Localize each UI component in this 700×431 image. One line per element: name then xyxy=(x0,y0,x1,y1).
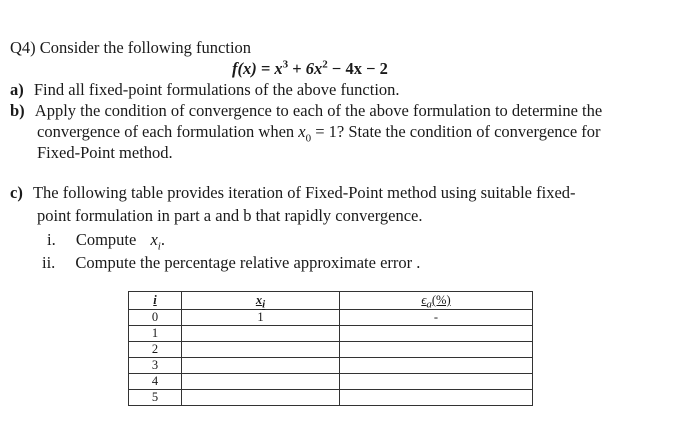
header-i xyxy=(129,292,182,310)
xi-tail: . xyxy=(160,230,165,249)
header-ea xyxy=(340,292,533,310)
op1: + xyxy=(288,59,306,78)
header-ea-var: ϵ xyxy=(421,293,427,307)
part-c-text1: The following table provides iteration of Fixed-Point method using suitable fixed- xyxy=(32,183,576,202)
cell-x xyxy=(182,358,340,374)
header-xi-sub: i xyxy=(262,298,266,311)
cell-e xyxy=(340,374,533,390)
part-b-line2 xyxy=(37,122,601,145)
part-b-line1 xyxy=(10,101,602,121)
table-row xyxy=(129,358,533,374)
cell-e xyxy=(340,326,533,342)
table-row xyxy=(129,390,533,406)
term1-exp: 3 xyxy=(282,58,289,71)
part-b-text2-post: = 1? State the condition of convergence for xyxy=(311,122,601,141)
part-a xyxy=(10,80,400,100)
function-equation xyxy=(232,59,388,79)
table-row xyxy=(129,374,533,390)
iteration-table xyxy=(128,291,533,406)
cell-x xyxy=(182,374,340,390)
part-c-line2: point formulation in part a and b that rapidly convergence. xyxy=(37,206,423,225)
cell-x xyxy=(182,390,340,406)
header-ea-sub: a xyxy=(426,298,432,311)
cell-i: 0 xyxy=(129,310,182,326)
cell-e: - xyxy=(340,310,533,326)
part-b-text1: Apply the condition of convergence to each of the above formulation to determine the xyxy=(34,101,603,120)
sub-item-ii xyxy=(42,253,420,273)
question-title: Q4) Consider the following function xyxy=(10,38,252,57)
part-c-line1 xyxy=(10,183,576,203)
x0-var: x xyxy=(298,122,306,141)
x0-sub: 0 xyxy=(305,132,312,145)
cell-x: 1 xyxy=(182,310,340,326)
sub-item-ii-label: ii. xyxy=(42,253,56,272)
part-b-text2-pre: convergence of each formulation when xyxy=(37,122,299,141)
header-xi xyxy=(182,292,340,310)
sub-item-i-label: i. xyxy=(47,230,56,249)
term2-exp: 2 xyxy=(322,58,328,71)
table-row xyxy=(129,342,533,358)
cell-e xyxy=(340,390,533,406)
part-b-label: b) xyxy=(10,101,25,120)
cell-e xyxy=(340,358,533,374)
header-ea-tail: (%) xyxy=(431,293,451,307)
cell-i: 1 xyxy=(129,326,182,342)
function-lhs: f(x) = xyxy=(232,59,275,78)
part-c-label: c) xyxy=(10,183,23,202)
op2: − 4x − 2 xyxy=(327,59,388,78)
part-b-line3: Fixed-Point method. xyxy=(37,143,173,162)
cell-e xyxy=(340,342,533,358)
cell-i: 5 xyxy=(129,390,182,406)
cell-i: 3 xyxy=(129,358,182,374)
part-a-label: a) xyxy=(10,80,24,99)
cell-x xyxy=(182,342,340,358)
term2-coef: 6x xyxy=(305,59,323,78)
xi-sub: i xyxy=(157,240,161,253)
term1-base: x xyxy=(274,59,283,78)
part-a-text: Find all fixed-point formulations of the above function. xyxy=(33,80,400,99)
table-row xyxy=(129,326,533,342)
header-i-var: i xyxy=(153,293,157,307)
cell-i: 4 xyxy=(129,374,182,390)
header-xi-var: x xyxy=(255,293,263,307)
cell-i: 2 xyxy=(129,342,182,358)
sub-item-ii-text: Compute the percentage relative approximate error . xyxy=(75,253,421,272)
sub-item-i xyxy=(47,230,165,253)
table-row xyxy=(129,310,533,326)
cell-x xyxy=(182,326,340,342)
table-header-row xyxy=(129,292,533,310)
sub-item-i-text: Compute xyxy=(75,230,141,249)
xi-var: x xyxy=(150,230,158,249)
